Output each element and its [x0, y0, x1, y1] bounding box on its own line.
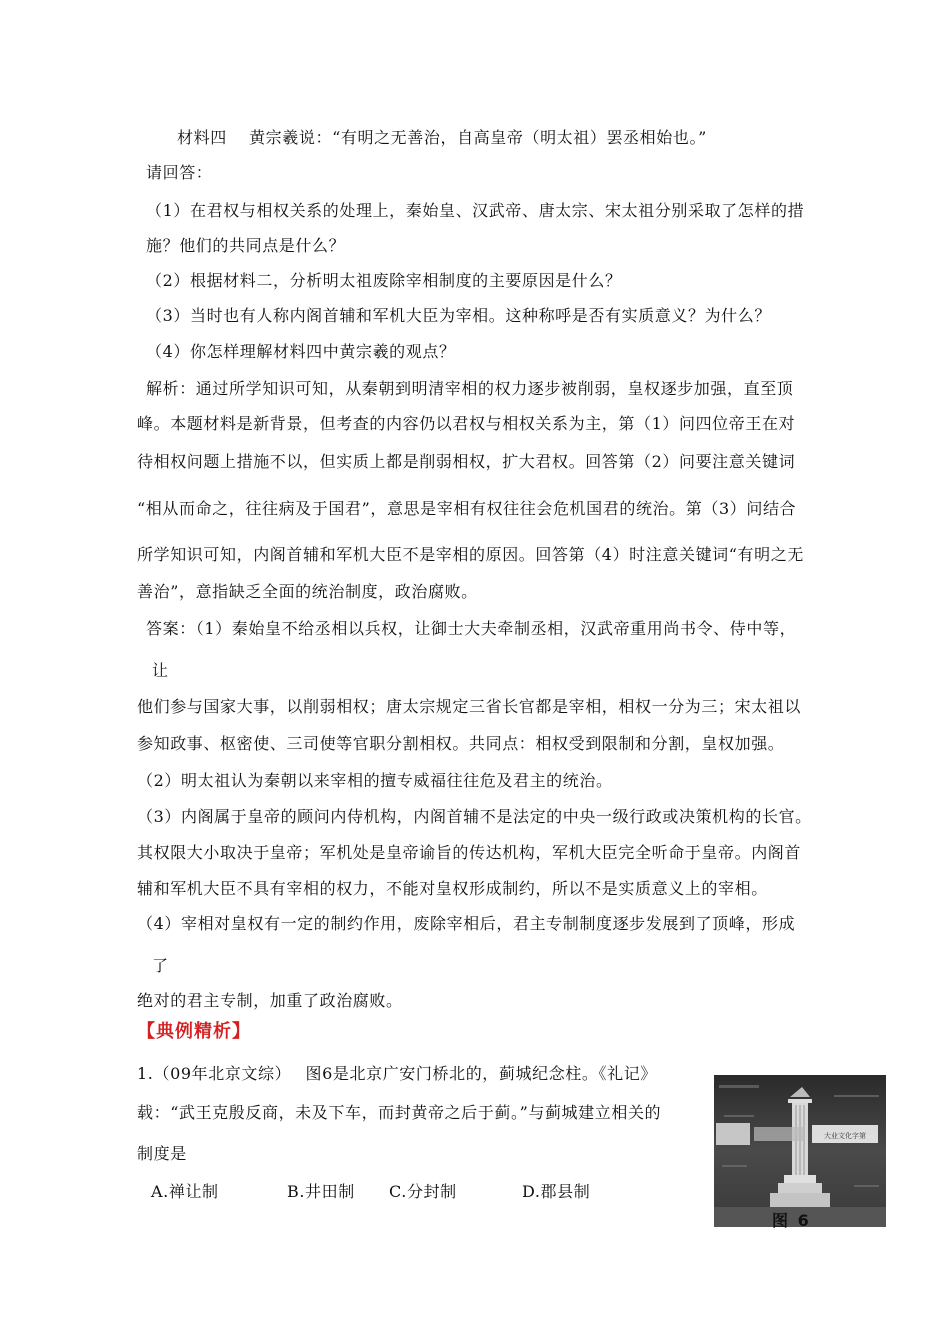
analysis-line-4: “相从而命之，往往病及于国君”，意思是宰相有权往往会危机国君的统治。第（3）问结合 [137, 499, 797, 518]
answer-4-line-2: 了 [152, 956, 169, 975]
section-title: 【典例精析】 [137, 1021, 251, 1042]
answer-4-line-3: 绝对的君主专制，加重了政治腐败。 [137, 991, 403, 1010]
analysis-line-1: 解析：通过所学知识可知，从秦朝到明清宰相的权力逐步被削弱，皇权逐步加强，直至顶 [146, 379, 794, 398]
material-four-line: 材料四 黄宗羲说：“有明之无善治，自高皇帝（明太祖）罢丞相始也。” [177, 128, 707, 147]
memorial-pillar-image [714, 1075, 886, 1227]
please-answer: 请回答： [146, 163, 213, 182]
question-3: （3）当时也有人称内阁首辅和军机大臣为宰相。这种称呼是否有实质意义？为什么？ [146, 306, 771, 325]
photo-inscription: 大业文化字第 [824, 1132, 866, 1140]
example-question-line-3: 制度是 [137, 1144, 187, 1163]
answer-line-1: 答案：（1）秦始皇不给丞相以兵权，让御士大夫牵制丞相，汉武帝重用尚书令、侍中等， [146, 619, 797, 638]
answer-2: （2）明太祖认为秦朝以来宰相的擅专威福往往危及君主的统治。 [137, 771, 613, 790]
question-1-line-2: 施？他们的共同点是什么？ [146, 236, 346, 255]
example-question-line-1: 1.（09年北京文综） 图6是北京广安门桥北的，蓟城纪念柱。《礼记》 [137, 1064, 657, 1083]
analysis-line-5: 所学知识可知，内阁首辅和军机大臣不是宰相的原因。回答第（4）时注意关键词“有明之无 [137, 545, 804, 564]
option-b: B.井田制 [287, 1182, 355, 1201]
option-d: D.郡县制 [522, 1182, 591, 1201]
answer-4-line-1: （4）宰相对皇权有一定的制约作用，废除宰相后，君主专制制度逐步发展到了顶峰，形成 [137, 914, 796, 933]
answer-line-2: 让 [152, 661, 169, 680]
answer-line-3: 他们参与国家大事，以削弱相权；唐太宗规定三省长官都是宰相，相权一分为三；宋太祖以 [137, 697, 802, 716]
analysis-line-3: 待相权问题上措施不以，但实质上都是削弱相权，扩大君权。回答第（2）问要注意关键词 [137, 452, 796, 471]
question-2: （2）根据材料二，分析明太祖废除宰相制度的主要原因是什么？ [146, 271, 622, 290]
analysis-line-6: 善治”，意指缺乏全面的统治制度，政治腐败。 [137, 582, 478, 601]
example-question-line-2: 载：“武王克殷反商，未及下车，而封黄帝之后于蓟。”与蓟城建立相关的 [137, 1103, 662, 1122]
answer-3-line-3: 辅和军机大臣不具有宰相的权力，不能对皇权形成制约，所以不是实质意义上的宰相。 [137, 879, 768, 898]
answer-3-line-2: 其权限大小取决于皇帝；军机处是皇帝谕旨的传达机构，军机大臣完全听命于皇帝。内阁首 [137, 843, 802, 862]
figure-caption: 图 6 [772, 1211, 811, 1230]
answer-line-4: 参知政事、枢密使、三司使等官职分割相权。共同点：相权受到限制和分割，皇权加强。 [137, 734, 785, 753]
option-c: C.分封制 [389, 1182, 457, 1201]
question-1-line-1: （1）在君权与相权关系的处理上，秦始皇、汉武帝、唐太宗、宋太祖分别采取了怎样的措 [146, 201, 805, 220]
answer-3-line-1: （3）内阁属于皇帝的顾问内侍机构，内阁首辅不是法定的中央一级行政或决策机构的长官。 [137, 807, 812, 826]
option-a: A.禅让制 [151, 1182, 219, 1201]
question-4: （4）你怎样理解材料四中黄宗羲的观点？ [146, 342, 456, 361]
memorial-pillar-photo [714, 1075, 886, 1227]
analysis-line-2: 峰。本题材料是新背景，但考查的内容仍以君权与相权关系为主，第（1）问四位帝王在对 [137, 414, 796, 433]
